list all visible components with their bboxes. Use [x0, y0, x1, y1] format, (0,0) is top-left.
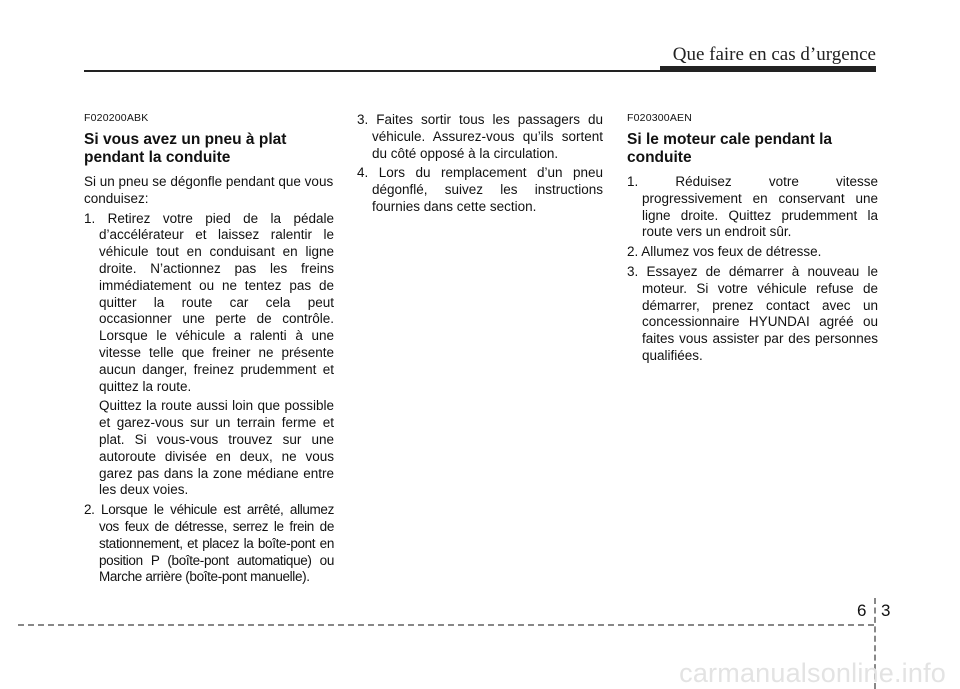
header-rule [84, 70, 876, 72]
step-text: 1. Retirez votre pied de la pédale d’accélérateur et laissez ralentir le véhicule tout en conduisant en ligne droite. N’actionnez pas les freins immédiatement ou ne tentez pas de quitter la route car cela peut occasionner une perte de contrôle. Lorsque le véhicule a ralenti à une vitesse telle que freiner ne présente aucun danger, freinez prudemment et quittez la route. [84, 210, 334, 394]
column-3 [627, 112, 878, 368]
flat-tire-steps-continued [357, 112, 603, 216]
list-item: 3. Essayez de démarrer à nouveau le moteur. Si votre véhicule refuse de démarrer, prenez contact avec un concessionnaire HYUNDAI agréé ou faites vous assister par des personnes qualifiées. [627, 263, 878, 363]
step-subtext: Quittez la route aussi loin que possible et garez-vous sur un terrain ferme et plat. Si vous-vous trouvez sur une autoroute divisée en deux, ne vous garez pas dans la zone médiane entre les deux voies. [99, 398, 334, 498]
section-heading-engine-stall: Si le moteur cale pendant la conduite [627, 131, 833, 166]
column-1 [84, 112, 334, 589]
step-text: 2. Lorsque le véhicule est arrêté, allumez vos feux de détresse, serrez le frein de stationnement, et placez la boîte-pont en position P (boîte-pont automatique) ou Marche arrière (boîte-pont manuelle). [84, 502, 334, 585]
engine-stall-steps [627, 174, 878, 365]
list-item: 3. Faites sortir tous les passagers du véhicule. Assurez-vous qu’ils sortent du côté opposé à la circulation. [357, 112, 603, 161]
list-item [84, 502, 334, 586]
chapter-header-title: Que faire en cas d’urgence [672, 44, 876, 65]
section-heading-flat-tire: Si vous avez un pneu à plat pendant la conduite [84, 131, 287, 166]
section-intro: Si un pneu se dégonfle pendant que vous conduisez: [84, 174, 334, 206]
list-item: 1. Réduisez votre vitesse progressivement en conservant une ligne droite. Quittez prudemment la route vers un endroit sûr. [627, 174, 878, 240]
chapter-number: 6 [857, 601, 867, 620]
list-item: 2. Allumez vos feux de détresse. [627, 244, 822, 260]
list-item [84, 211, 334, 500]
column-2 [357, 112, 603, 219]
section-code: F020300AEN [627, 112, 693, 124]
section-code: F020200ABK [84, 112, 149, 124]
list-item: 4. Lors du remplacement d’un pneu dégonflé, suivez les instructions fournies dans cette section. [357, 165, 603, 214]
footer-rule [18, 624, 874, 626]
page-number: 3 [881, 601, 891, 620]
flat-tire-steps [84, 211, 334, 587]
watermark-text: carmanualsonline.info [679, 658, 946, 688]
